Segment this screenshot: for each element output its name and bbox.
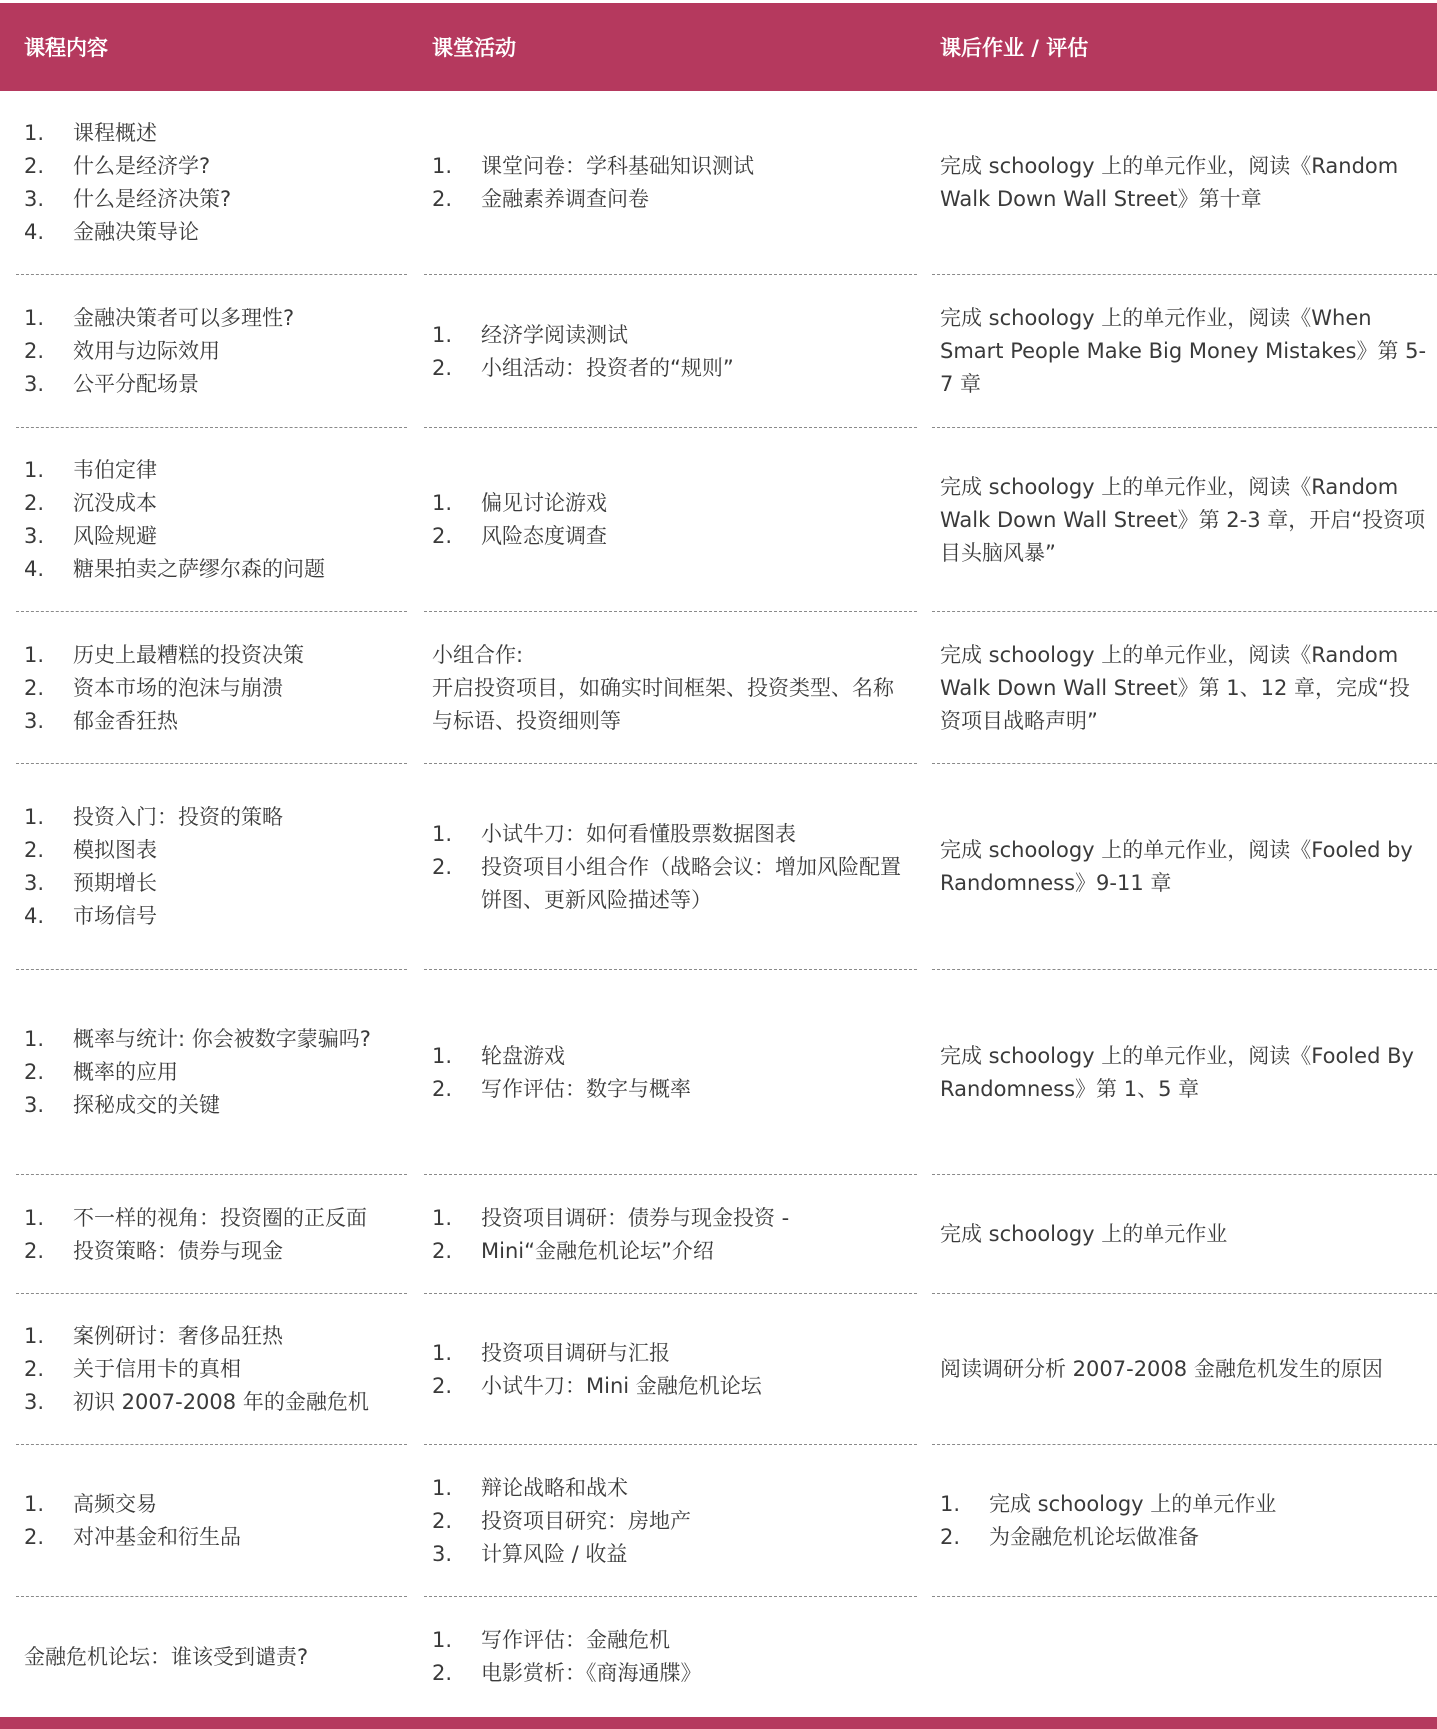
list-item: [24, 1386, 404, 1419]
table-row: [0, 970, 1437, 1175]
list-item: [24, 1488, 404, 1521]
class-activities-list: [432, 818, 907, 917]
course-content-list: [24, 639, 404, 738]
list-item-number: 2.: [24, 675, 45, 700]
list-item-number: 1.: [940, 1492, 961, 1516]
homework-text: 完成 schoology 上的单元作业，阅读《Fooled by Randomness》9-11 章: [940, 838, 1413, 895]
list-item-text: 金融决策导论: [73, 220, 199, 244]
list-item-number: 3.: [24, 708, 45, 733]
list-item-number: 2.: [432, 187, 453, 211]
list-item-text: 市场信号: [73, 904, 157, 928]
class-activities-list: [432, 1624, 907, 1690]
homework-text: 完成 schoology 上的单元作业，阅读《When Smart People Make Big Money Mistakes》第 5-7 章: [940, 306, 1427, 396]
list-item-text: 模拟图表: [73, 838, 157, 862]
list-item-number: 1.: [24, 1492, 45, 1516]
course-content-cell: [24, 275, 404, 428]
list-item: [432, 150, 907, 183]
table-row: [0, 1445, 1437, 1597]
list-item: [24, 705, 404, 738]
list-item-text: 初识 2007-2008 年的金融危机: [73, 1390, 369, 1414]
list-item: [24, 368, 404, 401]
list-item: [432, 352, 907, 385]
course-content-cell: [24, 1445, 404, 1597]
list-item: [24, 1056, 404, 1089]
course-content-cell: [24, 764, 404, 970]
list-item: [24, 1023, 404, 1056]
list-item-number: 3.: [24, 1093, 45, 1117]
homework-cell: [940, 1597, 1430, 1717]
course-content-list: [24, 302, 404, 401]
class-activities-list: [432, 1472, 907, 1571]
list-item: [24, 183, 404, 216]
list-item-text: 完成 schoology 上的单元作业: [989, 1492, 1277, 1516]
list-item-number: 1.: [432, 154, 453, 178]
list-item: [24, 1521, 404, 1554]
list-item: [24, 867, 404, 900]
table-row: [0, 1294, 1437, 1445]
list-item-number: 2.: [24, 1060, 45, 1084]
list-item-number: 1.: [432, 821, 453, 846]
list-item-text: 辩论战略和战术: [481, 1475, 628, 1500]
list-item-text: 不一样的视角：投资圈的正反面: [73, 1205, 367, 1230]
list-item-number: 2.: [432, 1661, 453, 1685]
list-item: [432, 487, 907, 520]
list-item-text: 电影赏析：《商海通牒》: [481, 1661, 702, 1685]
list-item: [24, 150, 404, 183]
list-item-number: 3.: [24, 871, 45, 895]
list-item-number: 2.: [24, 838, 45, 862]
list-item-number: 2.: [432, 1076, 453, 1101]
list-item-text: 对冲基金和衍生品: [73, 1525, 241, 1549]
homework-cell: [940, 970, 1430, 1175]
list-item-text: 金融决策者可以多理性?: [73, 306, 295, 330]
course-content-list: [24, 1023, 404, 1122]
homework-cell: [940, 1294, 1430, 1445]
list-item-text: 历史上最糟糕的投资决策: [73, 642, 304, 667]
list-item-text: 投资入门：投资的策略: [73, 805, 283, 829]
list-item-number: 1.: [432, 1340, 453, 1365]
list-item-text: 课程概述: [73, 121, 157, 145]
list-item: [24, 1353, 404, 1386]
class-activities-cell: [432, 91, 907, 275]
list-item: [24, 553, 404, 586]
list-item-number: 1.: [24, 1324, 45, 1348]
list-item-number: 1.: [24, 642, 45, 667]
list-item: [24, 672, 404, 705]
table-row: [0, 1175, 1437, 1294]
list-item: [432, 1624, 907, 1657]
list-item: [24, 117, 404, 150]
header-course-content: 课程内容: [24, 36, 108, 60]
list-item: [432, 1202, 907, 1235]
table-header: [0, 3, 1437, 91]
homework-text: 完成 schoology 上的单元作业: [940, 1222, 1228, 1246]
homework-text: 阅读调研分析 2007-2008 金融危机发生的原因: [940, 1357, 1383, 1381]
list-item-text: 关于信用卡的真相: [73, 1357, 241, 1381]
list-item-text: 什么是经济决策?: [73, 187, 232, 211]
class-activities-list: [432, 1202, 907, 1268]
list-item-text: 投资项目调研与汇报: [481, 1340, 670, 1365]
list-item-text: 投资项目小组合作（战略会议：增加风险配置饼图、更新风险描述等）: [481, 854, 901, 912]
list-item-text: 为金融危机论坛做准备: [989, 1525, 1199, 1549]
class-activities-list: [432, 487, 907, 553]
list-item-text: 计算风险 / 收益: [481, 1541, 628, 1566]
list-item: [432, 1538, 907, 1571]
list-item-number: 2.: [24, 1357, 45, 1381]
class-activities-cell: [432, 428, 907, 612]
list-item-number: 2.: [432, 1508, 453, 1533]
list-item: [24, 1320, 404, 1353]
list-item: [432, 818, 907, 851]
list-item: [24, 335, 404, 368]
list-item-text: 小组活动：投资者的“规则”: [481, 355, 734, 380]
list-item-text: 探秘成交的关键: [73, 1093, 220, 1117]
list-item-text: 预期增长: [73, 871, 157, 895]
list-item-number: 2.: [432, 854, 453, 879]
list-item-text: 投资策略：债券与现金: [73, 1238, 283, 1263]
list-item-text: 偏见讨论游戏: [481, 491, 607, 515]
class-activities-cell: [432, 1597, 907, 1717]
list-item-number: 3.: [432, 1541, 453, 1566]
list-item-text: 什么是经济学?: [73, 154, 211, 178]
list-item-text: 案例研讨：奢侈品狂热: [73, 1324, 283, 1348]
list-item: [24, 900, 404, 933]
list-item: [24, 1235, 404, 1268]
list-item-number: 4.: [24, 220, 45, 244]
list-item-number: 2.: [24, 1525, 45, 1549]
list-item-text: 高频交易: [73, 1492, 157, 1516]
list-item-number: 1.: [432, 1043, 453, 1068]
course-content-cell: [24, 612, 404, 764]
bottom-bar: [0, 1717, 1437, 1729]
homework-cell: [940, 91, 1430, 275]
list-item: [24, 487, 404, 520]
homework-cell: [940, 275, 1430, 428]
list-item-text: 糖果拍卖之萨缪尔森的问题: [73, 557, 325, 581]
course-content-cell: [24, 91, 404, 275]
list-item: [432, 1337, 907, 1370]
list-item-text: 郁金香狂热: [73, 708, 178, 733]
list-item-number: 1.: [432, 491, 453, 515]
list-item-number: 2.: [940, 1525, 961, 1549]
class-activities-cell: [432, 1445, 907, 1597]
list-item-number: 1.: [24, 1027, 45, 1051]
course-content-list: [24, 1320, 404, 1419]
list-item-number: 1.: [432, 1628, 453, 1652]
list-item: [24, 1089, 404, 1122]
list-item-text: 投资项目调研：债券与现金投资 -: [481, 1205, 790, 1230]
course-content-cell: [24, 1597, 404, 1717]
list-item-number: 1.: [24, 458, 45, 482]
class-activities-text: 开启投资项目，如确实时间框架、投资类型、名称与标语、投资细则等: [432, 675, 894, 733]
table-row: [0, 428, 1437, 612]
list-item-text: 效用与边际效用: [73, 339, 220, 363]
list-item-text: 概率与统计: 你会被数字蒙骗吗?: [73, 1027, 371, 1051]
list-item-number: 2.: [24, 339, 45, 363]
list-item-number: 1.: [432, 322, 453, 347]
list-item-text: 小试牛刀：Mini 金融危机论坛: [481, 1373, 762, 1398]
homework-text: 完成 schoology 上的单元作业，阅读《Random Walk Down Wall Street》第 1、12 章，完成“投资项目战略声明”: [940, 642, 1410, 733]
list-item-number: 1.: [24, 306, 45, 330]
course-content-cell: [24, 428, 404, 612]
list-item-number: 2.: [432, 524, 453, 548]
list-item-number: 2.: [24, 1238, 45, 1263]
list-item-number: 1.: [24, 1205, 45, 1230]
list-item-number: 2.: [24, 491, 45, 515]
list-item-text: 小试牛刀：如何看懂股票数据图表: [481, 821, 796, 846]
list-item: [432, 1505, 907, 1538]
homework-cell: [940, 612, 1430, 764]
homework-list: [940, 1488, 1430, 1554]
course-content-list: [24, 1202, 404, 1268]
homework-text: 完成 schoology 上的单元作业，阅读《Random Walk Down Wall Street》第 2-3 章，开启“投资项目头脑风暴”: [940, 474, 1426, 565]
list-item-number: 4.: [24, 904, 45, 928]
list-item: [432, 1472, 907, 1505]
list-item-text: 写作评估：数字与概率: [481, 1076, 691, 1101]
table-row: [0, 1597, 1437, 1717]
list-item-text: Mini“金融危机论坛”介绍: [481, 1238, 714, 1263]
homework-cell: [940, 1445, 1430, 1597]
list-item-number: 2.: [24, 154, 45, 178]
list-item-number: 1.: [432, 1205, 453, 1230]
list-item-text: 沉没成本: [73, 491, 157, 515]
class-activities-cell: [432, 612, 907, 764]
list-item: [24, 520, 404, 553]
list-item: [24, 801, 404, 834]
table-row: [0, 91, 1437, 275]
list-item-number: 1.: [24, 805, 45, 829]
list-item: [432, 183, 907, 216]
list-item-number: 2.: [432, 355, 453, 380]
class-activities-cell: [432, 1294, 907, 1445]
list-item: [24, 834, 404, 867]
list-item: [940, 1521, 1430, 1554]
course-content-cell: [24, 1175, 404, 1294]
homework-cell: [940, 428, 1430, 612]
homework-text: 完成 schoology 上的单元作业，阅读《Random Walk Down Wall Street》第十章: [940, 154, 1399, 211]
list-item-text: 资本市场的泡沫与崩溃: [73, 675, 283, 700]
list-item-number: 3.: [24, 1390, 45, 1414]
list-item-text: 金融素养调查问卷: [481, 187, 649, 211]
list-item: [432, 1370, 907, 1403]
class-activities-cell: [432, 275, 907, 428]
table-row: [0, 764, 1437, 970]
class-activities-list: [432, 1337, 907, 1403]
list-item: [432, 1235, 907, 1268]
list-item-text: 课堂问卷：学科基础知识测试: [481, 154, 754, 178]
course-content-cell: [24, 970, 404, 1175]
list-item: [24, 454, 404, 487]
course-content-list: [24, 801, 404, 933]
course-content-list: [24, 117, 404, 249]
list-item-number: 4.: [24, 557, 45, 581]
list-item-text: 经济学阅读测试: [481, 322, 628, 347]
list-item-number: 3.: [24, 372, 45, 396]
list-item: [24, 302, 404, 335]
list-item: [432, 851, 907, 917]
header-class-activities: 课堂活动: [432, 36, 516, 60]
class-activities-cell: [432, 764, 907, 970]
list-item-text: 轮盘游戏: [481, 1043, 565, 1068]
list-item-text: 韦伯定律: [73, 458, 157, 482]
homework-cell: [940, 764, 1430, 970]
list-item: [432, 319, 907, 352]
course-content-list: [24, 454, 404, 586]
list-item-number: 1.: [432, 1475, 453, 1500]
list-item-text: 风险规避: [73, 524, 157, 548]
homework-text: 完成 schoology 上的单元作业，阅读《Fooled By Randomness》第 1、5 章: [940, 1043, 1414, 1101]
table-row: [0, 275, 1437, 428]
homework-cell: [940, 1175, 1430, 1294]
table-row: [0, 612, 1437, 764]
class-activities-list: [432, 1040, 907, 1106]
list-item-number: 3.: [24, 187, 45, 211]
list-item-text: 概率的应用: [73, 1060, 178, 1084]
list-item-number: 2.: [432, 1238, 453, 1263]
list-item: [24, 1202, 404, 1235]
list-item-text: 投资项目研究：房地产: [481, 1508, 691, 1533]
class-activities-list: [432, 150, 907, 216]
list-item-number: 3.: [24, 524, 45, 548]
list-item-text: 风险态度调查: [481, 524, 607, 548]
list-item: [432, 1040, 907, 1073]
list-item: [940, 1488, 1430, 1521]
class-activities-text: 小组合作:: [432, 642, 524, 667]
header-homework-assessment: 课后作业 / 评估: [940, 36, 1089, 60]
list-item: [432, 520, 907, 553]
list-item: [432, 1073, 907, 1106]
class-activities-list: [432, 319, 907, 385]
course-content-list: [24, 1488, 404, 1554]
list-item-text: 公平分配场景: [73, 372, 199, 396]
list-item: [24, 216, 404, 249]
list-item: [24, 639, 404, 672]
course-content-cell: [24, 1294, 404, 1445]
list-item-text: 写作评估：金融危机: [481, 1628, 670, 1652]
list-item-number: 1.: [24, 121, 45, 145]
course-content-text: 金融危机论坛：谁该受到谴责?: [24, 1644, 309, 1669]
class-activities-cell: [432, 970, 907, 1175]
class-activities-cell: [432, 1175, 907, 1294]
list-item-number: 2.: [432, 1373, 453, 1398]
list-item: [432, 1657, 907, 1690]
